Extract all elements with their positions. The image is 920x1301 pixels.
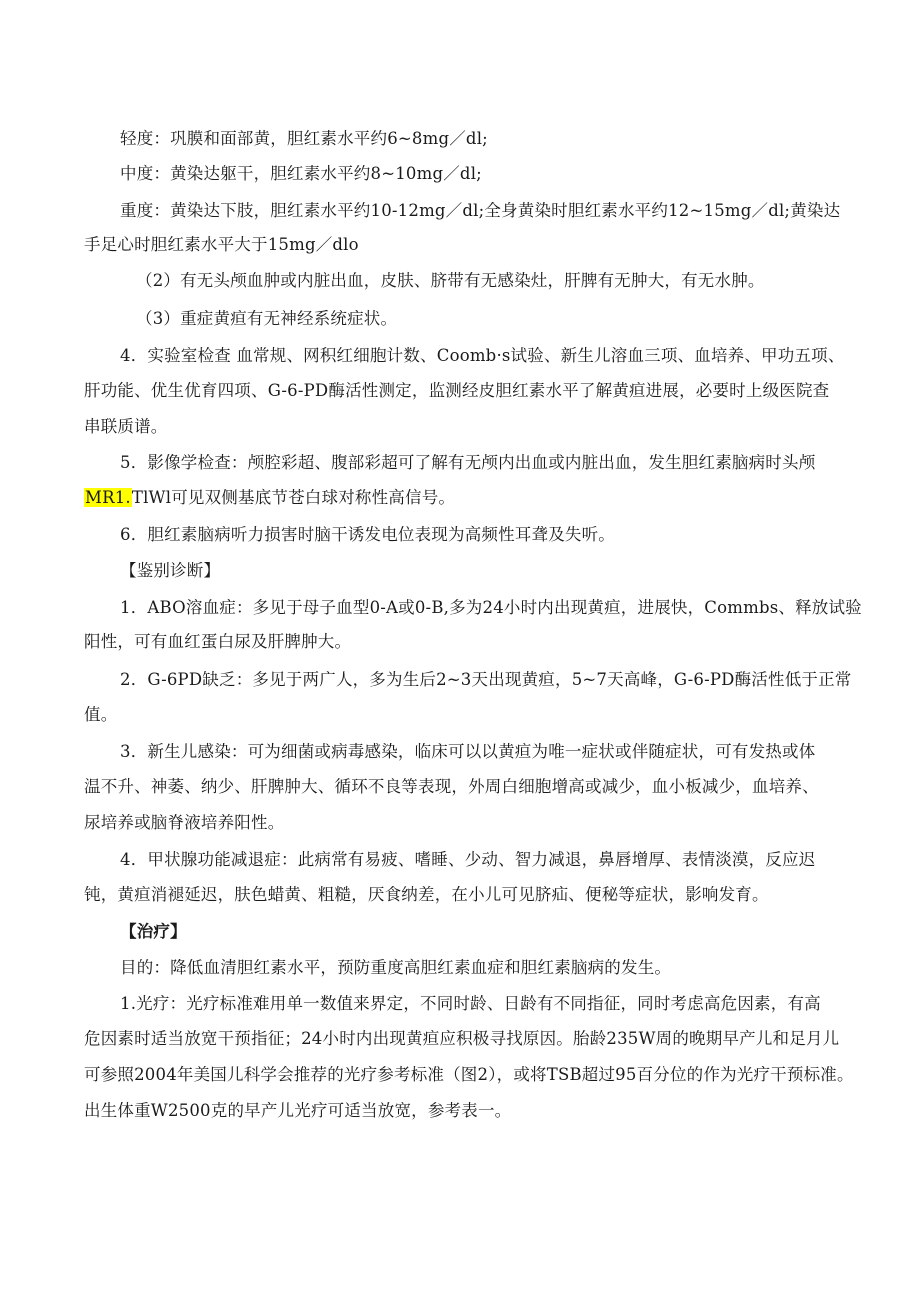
thyroid-line1: 4．甲状腺功能减退症：此病常有易疲、嗜睡、少动、智力减退，鼻唇增厚、表情淡漠，反应迟 [120, 850, 816, 869]
infection-line3: 尿培养或脑脊液培养阳性。 [84, 813, 285, 832]
abo-line2: 阳性，可有血红蛋白尿及肝脾肿大。 [84, 632, 352, 651]
severity-severe-line1: 重度：黄染达下肢，胆红素水平约10-12mg／dl;全身黄染时胆红素水平约12~15mg／dl;黄染达 [120, 201, 841, 220]
phototherapy-line1: 1.光疗：光疗标准难用单一数值来界定，不同时龄、日龄有不同指征，同时考虑高危因素，有高 [120, 994, 821, 1013]
imaging-line1: 5．影像学检查：颅腔彩超、腹部彩超可了解有无颅内出血或内脏出血，发生胆红素脑病时头颅 [120, 453, 816, 472]
severity-severe-line2: 手足心时胆红素水平大于15mg／dlo [84, 235, 359, 254]
treatment-goal: 目的：降低血清胆红素水平，预防重度高胆红素血症和胆红素脑病的发生。 [120, 958, 672, 977]
differential-heading: 【鉴别诊断】 [120, 561, 221, 580]
severity-moderate: 中度：黄染达躯干，胆红素水平约8~10mg／dl; [120, 164, 482, 183]
lab-line2: 肝功能、优生优育四项、G-6-PD酶活性测定，监测经皮胆红素水平了解黄疸进展，必要时上级医院查 [84, 381, 830, 400]
treatment-heading: 【治疗】 [120, 922, 187, 941]
abo-line1: 1．ABO溶血症：多见于母子血型0-A或0-B,多为24小时内出现黄疸，进展快，Commbs、释放试验 [120, 598, 862, 617]
severity-mild: 轻度：巩膜和面部黄，胆红素水平约6~8mg／dl; [120, 129, 488, 148]
imaging-line2 [84, 487, 455, 509]
g6pd-line1: 2．G-6PD缺乏：多见于两广人，多为生后2~3天出现黄疸，5~7天高峰，G-6-PD酶活性低于正常 [120, 670, 852, 689]
phototherapy-line3: 可参照2004年美国儿科学会推荐的光疗参考标准（图2），或将TSB超过95百分位的作为光疗干预标准。 [84, 1065, 854, 1084]
lab-line1: 4．实验室检查 血常规、网积红细胞计数、Coomb·s试验、新生儿溶血三项、血培养、甲功五项、 [120, 346, 845, 365]
highlighted-text: MR1. [85, 488, 131, 507]
lab-line3: 串联质谱。 [84, 417, 168, 436]
thyroid-line2: 钝，黄疸消褪延迟，肤色蜡黄、粗糙，厌食纳差，在小儿可见脐疝、便秘等症状，影响发育。 [84, 885, 769, 904]
phototherapy-line4: 出生体重W2500克的早产儿光疗可适当放宽，参考表一。 [84, 1101, 512, 1120]
exam-item-3: （3）重症黄疸有无神经系统症状。 [136, 309, 398, 328]
phototherapy-line2: 危因素时适当放宽干预指征；24小时内出现黄疸应积极寻找原因。胎龄235W周的晚期早产儿和足月儿 [84, 1029, 840, 1048]
imaging-line2-rest: TlWl可见双侧基底节苍白球对称性高信号。 [131, 488, 456, 507]
infection-line1: 3．新生儿感染：可为细菌或病毒感染，临床可以以黄疸为唯一症状或伴随症状，可有发热或体 [120, 742, 816, 761]
exam-item-2: （2）有无头颅血肿或内脏出血，皮肤、脐带有无感染灶，肝脾有无肿大，有无水肿。 [136, 271, 765, 290]
hearing-item: 6．胆红素脑病听力损害时脑干诱发电位表现为高频性耳聋及失听。 [120, 525, 615, 544]
infection-line2: 温不升、神萎、纳少、肝脾肿大、循环不良等表现，外周白细胞增高或减少，血小板减少，血培养、 [84, 777, 819, 796]
g6pd-line2: 值。 [84, 705, 118, 724]
